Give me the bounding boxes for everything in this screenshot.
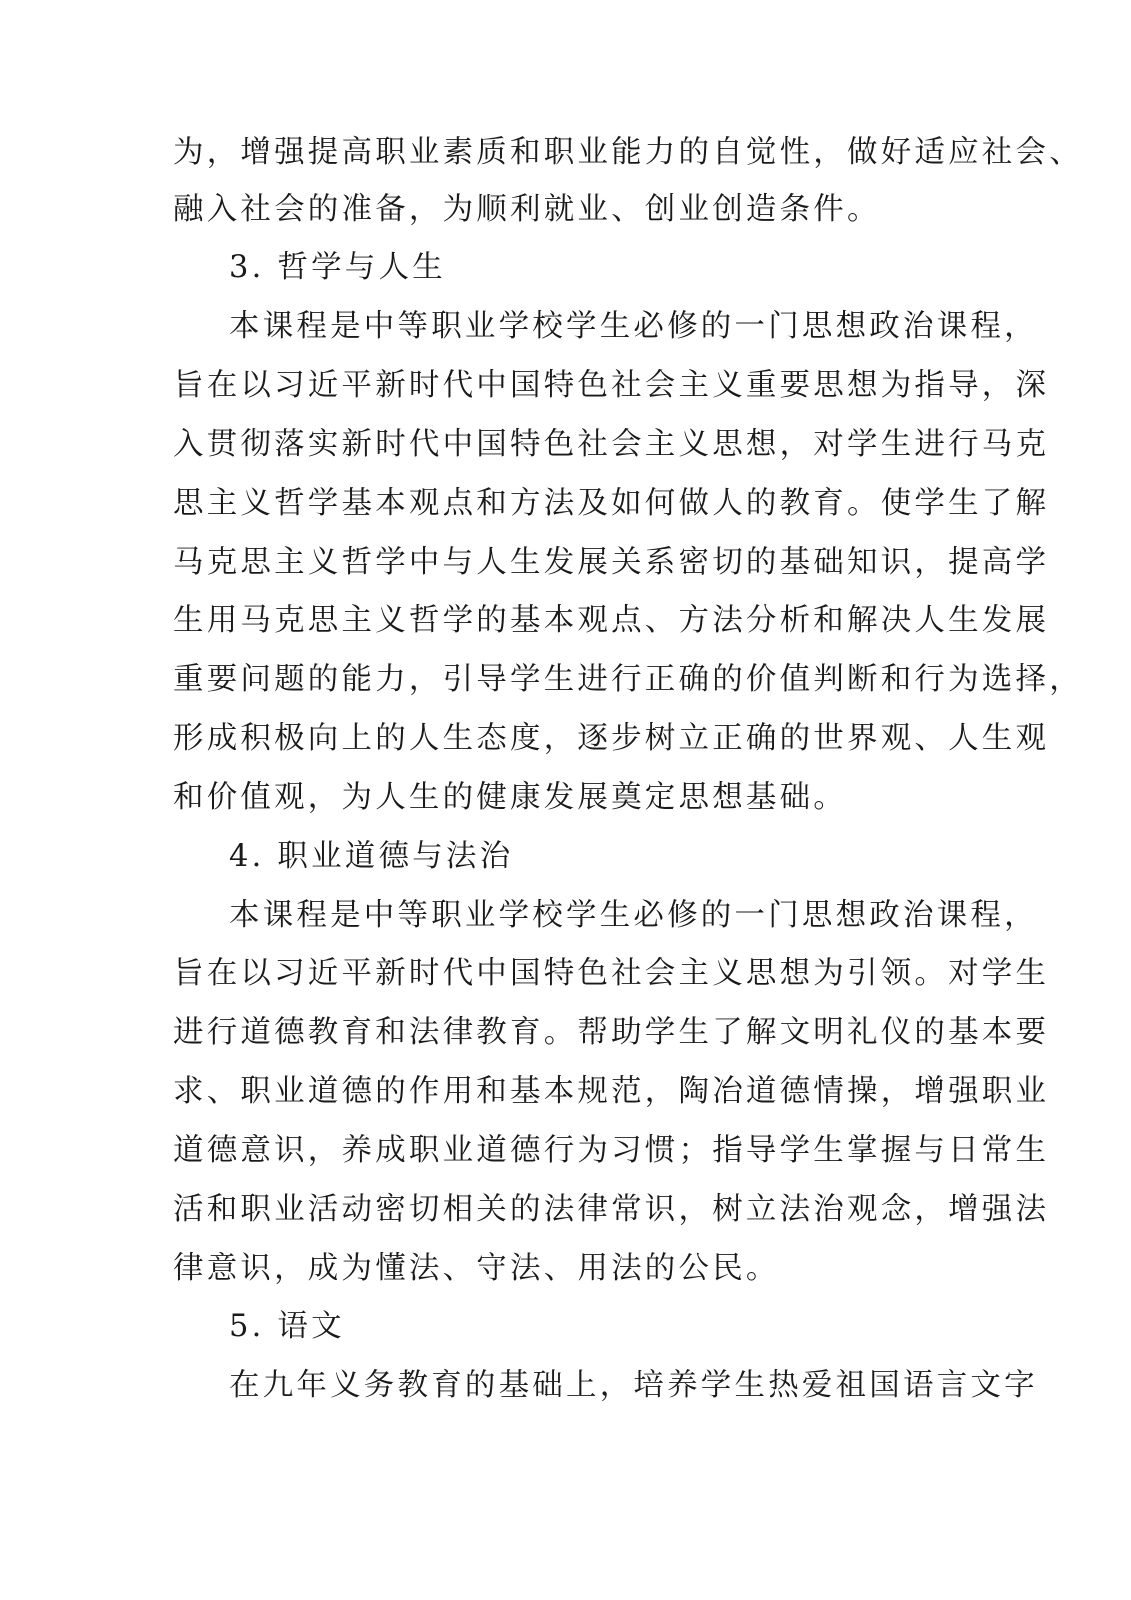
paragraph-line: 和价值观，为人生的健康发展奠定思想基础。 bbox=[173, 780, 847, 815]
paragraph-line: 生用马克思主义哲学的基本观点、方法分析和解决人生发展 bbox=[173, 603, 1050, 638]
paragraph-line: 道德意识，养成职业道德行为习惯；指导学生掌握与日常生 bbox=[173, 1133, 1050, 1168]
paragraph-line: 活和职业活动密切相关的法律常识，树立法治观念，增强法 bbox=[173, 1192, 1050, 1227]
paragraph-line: 思主义哲学基本观点和方法及如何做人的教育。使学生了解 bbox=[173, 486, 1050, 521]
paragraph-line: 本课程是中等职业学校学生必修的一门思想政治课程， bbox=[229, 898, 1038, 933]
paragraph-line: 在九年义务教育的基础上，培养学生热爱祖国语言文字 bbox=[229, 1368, 1038, 1403]
paragraph-line: 律意识，成为懂法、守法、用法的公民。 bbox=[173, 1251, 780, 1286]
paragraph-line: 进行道德教育和法律教育。帮助学生了解文明礼仪的基本要 bbox=[173, 1015, 1050, 1050]
paragraph-line: 旨在以习近平新时代中国特色社会主义思想为引领。对学生 bbox=[173, 956, 1050, 991]
paragraph-line: 重要问题的能力，引导学生进行正确的价值判断和行为选择， bbox=[173, 662, 1083, 697]
paragraph-line: 求、职业道德的作用和基本规范，陶冶道德情操，增强职业 bbox=[173, 1074, 1050, 1109]
paragraph-line: 为，增强提高职业素质和职业能力的自觉性，做好适应社会、 bbox=[173, 135, 1083, 170]
section-heading-ethics-law: 4. 职业道德与法治 bbox=[229, 839, 514, 874]
paragraph-line: 马克思主义哲学中与人生发展关系密切的基础知识，提高学 bbox=[173, 545, 1050, 580]
section-heading-chinese: 5. 语文 bbox=[229, 1309, 345, 1344]
paragraph-line: 本课程是中等职业学校学生必修的一门思想政治课程， bbox=[229, 309, 1038, 344]
paragraph-line: 形成积极向上的人生态度，逐步树立正确的世界观、人生观 bbox=[173, 721, 1050, 756]
section-heading-philosophy: 3. 哲学与人生 bbox=[229, 250, 446, 285]
paragraph-line: 旨在以习近平新时代中国特色社会主义重要思想为指导，深 bbox=[173, 368, 1050, 403]
paragraph-line: 融入社会的准备，为顺利就业、创业创造条件。 bbox=[173, 192, 881, 227]
paragraph-line: 入贯彻落实新时代中国特色社会主义思想，对学生进行马克 bbox=[173, 427, 1050, 462]
